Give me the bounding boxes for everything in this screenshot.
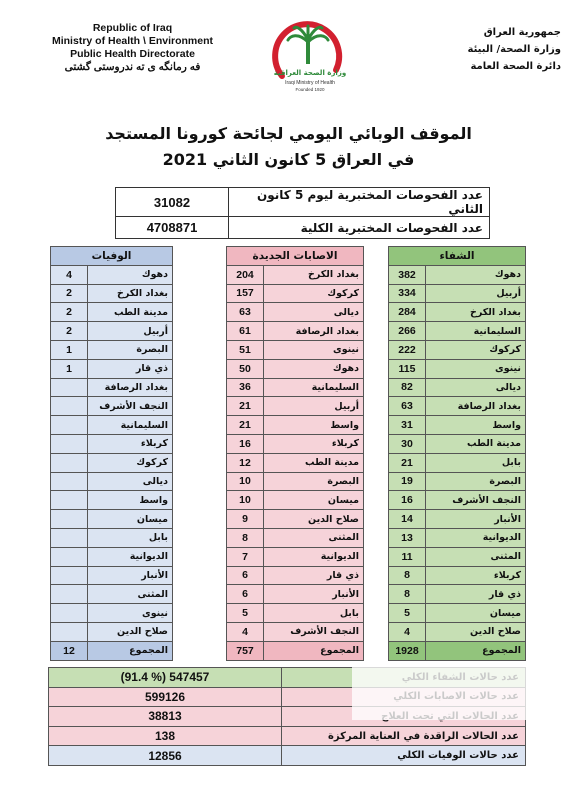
deaths-province: بغداد الكرخ	[88, 284, 173, 303]
cases-count: 204	[227, 265, 264, 284]
cases-count: 21	[227, 416, 264, 435]
recovered-province: نينوى	[426, 359, 526, 378]
recovered-province: بابل	[426, 453, 526, 472]
table-row	[389, 378, 526, 397]
deaths-count: 2	[51, 322, 88, 341]
cases-province: نينوى	[264, 340, 364, 359]
table-row	[389, 359, 526, 378]
deaths-header: الوفيات	[51, 247, 173, 266]
summary-value: 38813	[49, 707, 282, 727]
table-row	[389, 284, 526, 303]
recovered-province: بغداد الكرخ	[426, 303, 526, 322]
deaths-province: السليمانية	[88, 416, 173, 435]
cases-count: 10	[227, 472, 264, 491]
table-row	[51, 265, 173, 284]
table-row	[51, 510, 173, 529]
cases-province: بابل	[264, 604, 364, 623]
header-en-line: Public Health Directorate	[70, 48, 195, 60]
deaths-count: 1	[51, 359, 88, 378]
table-row	[51, 359, 173, 378]
deaths-count	[51, 510, 88, 529]
summary-row	[49, 746, 526, 766]
cases-count: 51	[227, 340, 264, 359]
deaths-province: المثنى	[88, 585, 173, 604]
recovered-province: السليمانية	[426, 322, 526, 341]
table-row	[227, 472, 364, 491]
cases-province: كربلاء	[264, 434, 364, 453]
table-row	[389, 453, 526, 472]
deaths-province: نينوى	[88, 604, 173, 623]
table-row	[227, 510, 364, 529]
deaths-province: النجف الأشرف	[88, 397, 173, 416]
table-row	[51, 322, 173, 341]
table-row	[389, 547, 526, 566]
table-row	[389, 491, 526, 510]
table-row	[389, 585, 526, 604]
summary-value: 12856	[49, 746, 282, 766]
recovered-count: 30	[389, 434, 426, 453]
cases-province: البصرة	[264, 472, 364, 491]
header-en-line: Ministry of Health \ Environment	[51, 35, 214, 47]
cases-total-row	[227, 641, 364, 660]
recovered-province: المثنى	[426, 547, 526, 566]
table-row	[227, 547, 364, 566]
cases-header: الاصابات الجديدة	[227, 247, 364, 266]
table-row	[227, 491, 364, 510]
table-row	[51, 397, 173, 416]
table-row	[227, 528, 364, 547]
deaths-province: بغداد الرصافة	[88, 378, 173, 397]
recovered-count: 63	[389, 397, 426, 416]
cases-province: المثنى	[264, 528, 364, 547]
report-title: الموقف الوبائي اليومي لجائحة كورونا المستجد	[105, 124, 472, 143]
cases-count: 21	[227, 397, 264, 416]
table-row	[51, 604, 173, 623]
cases-header-row	[227, 247, 364, 266]
table-row	[227, 378, 364, 397]
watermark-overlay	[352, 662, 534, 720]
deaths-total-label: المجموع	[88, 641, 173, 660]
table-row	[51, 284, 173, 303]
deaths-count	[51, 491, 88, 510]
table-row	[389, 416, 526, 435]
deaths-count	[51, 434, 88, 453]
summary-label: عدد الحالات الراقدة في العناية المركزة	[282, 726, 526, 746]
table-row	[51, 378, 173, 397]
recovered-province: ديالى	[426, 378, 526, 397]
recovered-table	[388, 246, 526, 661]
deaths-count	[51, 416, 88, 435]
table-row	[227, 604, 364, 623]
recovered-total-row	[389, 641, 526, 660]
recovered-count: 115	[389, 359, 426, 378]
cases-count: 4	[227, 622, 264, 641]
recovered-count: 31	[389, 416, 426, 435]
header-arabic	[451, 24, 561, 75]
deaths-count: 1	[51, 340, 88, 359]
recovered-count: 11	[389, 547, 426, 566]
cases-count: 6	[227, 566, 264, 585]
table-row	[227, 397, 364, 416]
cases-count: 7	[227, 547, 264, 566]
recovered-province: الأنبار	[426, 510, 526, 529]
cases-count: 157	[227, 284, 264, 303]
summary-value: (91.4 %) 547457	[49, 668, 282, 688]
logo-founded: Founded 1920	[295, 87, 325, 92]
table-row	[227, 622, 364, 641]
daily-tests-label: عدد الفحوصات المختبرية ليوم 5 كانون الثاني	[229, 188, 490, 217]
table-row	[389, 622, 526, 641]
cases-province: الأنبار	[264, 585, 364, 604]
header-ar-line: وزارة الصحة/ البيئة	[467, 44, 561, 55]
cases-province: واسط	[264, 416, 364, 435]
cases-province: النجف الأشرف	[264, 622, 364, 641]
deaths-province: ميسان	[88, 510, 173, 529]
table-row	[389, 303, 526, 322]
deaths-province: دهوك	[88, 265, 173, 284]
header-en-line: Republic of Iraq	[92, 22, 173, 34]
table-row	[227, 416, 364, 435]
cases-count: 16	[227, 434, 264, 453]
cases-province: ذي قار	[264, 566, 364, 585]
recovered-count: 8	[389, 566, 426, 585]
cases-province: أربيل	[264, 397, 364, 416]
cases-count: 10	[227, 491, 264, 510]
deaths-count: 2	[51, 303, 88, 322]
summary-row	[49, 726, 526, 746]
recovered-count: 16	[389, 491, 426, 510]
table-row	[51, 472, 173, 491]
recovered-count: 8	[389, 585, 426, 604]
recovered-province: دهوك	[426, 265, 526, 284]
deaths-province: بابل	[88, 528, 173, 547]
header-en-line: فه رمانگه ى ته ندروستى گشتى	[64, 61, 201, 73]
cases-province: بغداد الكرخ	[264, 265, 364, 284]
deaths-province: الأنبار	[88, 566, 173, 585]
recovered-count: 14	[389, 510, 426, 529]
table-row	[51, 566, 173, 585]
deaths-count	[51, 622, 88, 641]
ministry-logo	[268, 14, 348, 98]
recovered-province: أربيل	[426, 284, 526, 303]
table-row	[51, 491, 173, 510]
cases-province: ديالى	[264, 303, 364, 322]
table-row	[389, 566, 526, 585]
table-row	[389, 322, 526, 341]
table-row	[51, 547, 173, 566]
recovered-province: ذي قار	[426, 585, 526, 604]
table-row	[227, 566, 364, 585]
recovered-count: 334	[389, 284, 426, 303]
deaths-province: كربلاء	[88, 434, 173, 453]
logo-text-en: Iraqi Ministry of Health	[285, 80, 335, 86]
header-ar-line: دائرة الصحة العامة	[470, 61, 561, 72]
deaths-count	[51, 528, 88, 547]
table-row	[227, 585, 364, 604]
deaths-count	[51, 547, 88, 566]
deaths-count	[51, 378, 88, 397]
table-row	[389, 528, 526, 547]
recovered-count: 266	[389, 322, 426, 341]
recovered-count: 382	[389, 265, 426, 284]
table-row	[389, 397, 526, 416]
table-row	[389, 434, 526, 453]
summary-value: 599126	[49, 687, 282, 707]
header-english	[50, 22, 215, 74]
table-row	[227, 340, 364, 359]
cases-total-label: المجموع	[264, 641, 364, 660]
table-row	[389, 340, 526, 359]
deaths-table	[50, 246, 173, 661]
daily-tests-value: 31082	[116, 188, 229, 217]
recovered-total: 1928	[389, 641, 426, 660]
deaths-province: الديوانية	[88, 547, 173, 566]
report-subtitle: في العراق 5 كانون الثاني 2021	[162, 150, 415, 169]
table-row	[51, 453, 173, 472]
cases-count: 61	[227, 322, 264, 341]
cases-count: 9	[227, 510, 264, 529]
recovered-header-row	[389, 247, 526, 266]
cases-province: صلاح الدين	[264, 510, 364, 529]
recovered-province: بغداد الرصافة	[426, 397, 526, 416]
deaths-total: 12	[51, 641, 88, 660]
table-row	[389, 510, 526, 529]
cases-province: ميسان	[264, 491, 364, 510]
deaths-count	[51, 604, 88, 623]
cases-province: السليمانية	[264, 378, 364, 397]
cases-count: 6	[227, 585, 264, 604]
recovered-count: 4	[389, 622, 426, 641]
cases-total: 757	[227, 641, 264, 660]
recovered-province: مدينة الطب	[426, 434, 526, 453]
deaths-count	[51, 397, 88, 416]
recovered-count: 21	[389, 453, 426, 472]
deaths-province: صلاح الدين	[88, 622, 173, 641]
table-row	[51, 622, 173, 641]
recovered-province: صلاح الدين	[426, 622, 526, 641]
recovered-count: 284	[389, 303, 426, 322]
total-tests-label: عدد الفحوصات المختبرية الكلية	[229, 217, 490, 239]
deaths-count	[51, 453, 88, 472]
table-row	[51, 340, 173, 359]
deaths-count	[51, 585, 88, 604]
cases-province: بغداد الرصافة	[264, 322, 364, 341]
recovered-count: 5	[389, 604, 426, 623]
recovered-count: 13	[389, 528, 426, 547]
table-row	[227, 359, 364, 378]
table-row	[51, 585, 173, 604]
cases-count: 12	[227, 453, 264, 472]
recovered-header: الشفاء	[389, 247, 526, 266]
table-row	[389, 472, 526, 491]
table-row	[389, 265, 526, 284]
table-row	[227, 434, 364, 453]
cases-province: كركوك	[264, 284, 364, 303]
total-tests-value: 4708871	[116, 217, 229, 239]
deaths-province: ديالى	[88, 472, 173, 491]
deaths-province: مدينة الطب	[88, 303, 173, 322]
lab-tests-row	[116, 217, 490, 239]
deaths-count: 4	[51, 265, 88, 284]
recovered-province: البصرة	[426, 472, 526, 491]
deaths-province: أربيل	[88, 322, 173, 341]
deaths-province: واسط	[88, 491, 173, 510]
cases-count: 50	[227, 359, 264, 378]
deaths-province: ذي قار	[88, 359, 173, 378]
cases-count: 5	[227, 604, 264, 623]
table-row	[389, 604, 526, 623]
recovered-total-label: المجموع	[426, 641, 526, 660]
deaths-header-row	[51, 247, 173, 266]
lab-tests-table	[115, 187, 490, 239]
cases-province: الديوانية	[264, 547, 364, 566]
lab-tests-row	[116, 188, 490, 217]
cases-province: دهوك	[264, 359, 364, 378]
table-row	[51, 528, 173, 547]
summary-label: عدد حالات الوفيات الكلي	[282, 746, 526, 766]
logo-text-ar: وزارة الصحة العراقية	[273, 69, 347, 77]
header-ar-line: جمهورية العراق	[483, 27, 561, 38]
recovered-province: كركوك	[426, 340, 526, 359]
table-row	[51, 416, 173, 435]
cases-count: 63	[227, 303, 264, 322]
deaths-province: كركوك	[88, 453, 173, 472]
deaths-total-row	[51, 641, 173, 660]
cases-province: مدينة الطب	[264, 453, 364, 472]
recovered-province: النجف الأشرف	[426, 491, 526, 510]
cases-count: 8	[227, 528, 264, 547]
table-row	[51, 303, 173, 322]
recovered-count: 19	[389, 472, 426, 491]
recovered-province: ميسان	[426, 604, 526, 623]
deaths-province: البصرة	[88, 340, 173, 359]
table-row	[227, 453, 364, 472]
recovered-count: 82	[389, 378, 426, 397]
cases-count: 36	[227, 378, 264, 397]
table-row	[227, 284, 364, 303]
table-row	[227, 303, 364, 322]
deaths-count: 2	[51, 284, 88, 303]
recovered-count: 222	[389, 340, 426, 359]
table-row	[227, 265, 364, 284]
new-cases-table	[226, 246, 364, 661]
recovered-province: واسط	[426, 416, 526, 435]
recovered-province: الديوانية	[426, 528, 526, 547]
deaths-count	[51, 472, 88, 491]
recovered-province: كربلاء	[426, 566, 526, 585]
table-row	[51, 434, 173, 453]
deaths-count	[51, 566, 88, 585]
table-row	[227, 322, 364, 341]
summary-value: 138	[49, 726, 282, 746]
